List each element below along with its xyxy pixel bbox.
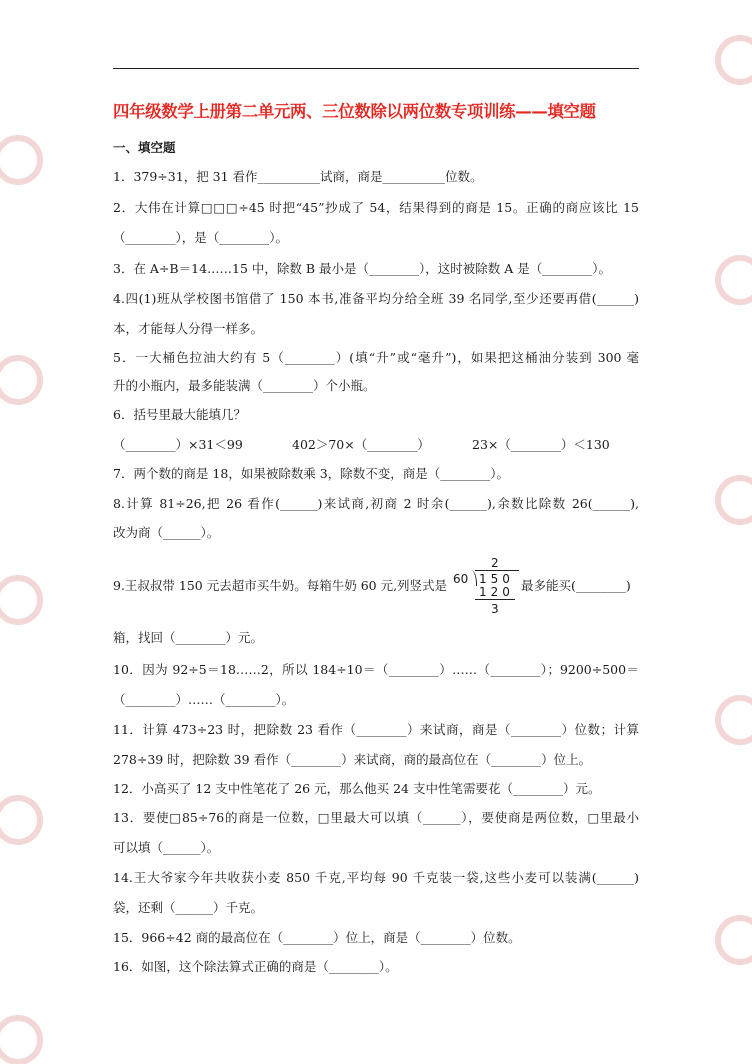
question-2-line-2: （________），是（________）。 xyxy=(113,230,289,245)
question-9-part-1: 9.王叔叔带 150 元去超市买牛奶。每箱牛奶 60 元,列竖式是 xyxy=(113,578,448,593)
question-8-line-2: 改为商（______）。 xyxy=(113,525,220,540)
inequality-1: （________）×31＜99 xyxy=(113,437,243,452)
question-13-line-2: 可以填（______）。 xyxy=(113,840,220,855)
worksheet-title: 四年级数学上册第二单元两、三位数除以两位数专项训练——填空题 xyxy=(113,102,596,121)
question-7: 7．两个数的商是 18，如果被除数乘 3，除数不变，商是（________）。 xyxy=(113,466,510,481)
long-division-divisor: 60 xyxy=(453,572,469,586)
long-division-top-bar xyxy=(475,570,519,571)
question-1: 1．379÷31，把 31 看作__________试商，商是__________位数。 xyxy=(113,169,483,184)
watermark-left xyxy=(0,0,60,1064)
watermark-right xyxy=(692,0,752,1064)
long-division-product: 120 xyxy=(479,585,514,599)
question-16: 16．如图，这个除法算式正确的商是（________）。 xyxy=(113,959,398,974)
question-2-line-1: 2．大伟在计算□□□÷45 时把“45”抄成了 54，结果得到的商是 15。正确的商应该比 15 xyxy=(113,200,639,215)
question-3: 3．在 A÷B＝14……15 中，除数 B 最小是（________），这时被除数 A 是（________）。 xyxy=(113,261,612,276)
question-13-line-1: 13．要使□85÷76的商是一位数，□里最大可以填（______），要使商是两位数，□里最小 xyxy=(113,810,639,825)
question-15: 15．966÷42 商的最高位在（________）位上，商是（________）位数。 xyxy=(113,930,521,945)
question-5-line-2: 升的小瓶内，最多能装满（________）个小瓶。 xyxy=(113,378,376,393)
header-rule xyxy=(113,68,639,69)
question-5-line-1: 5．一大桶色拉油大约有 5（________）(填“升”或“毫升”)，如果把这桶油分装到 300 毫 xyxy=(113,350,639,365)
question-14-line-1: 14.王大爷家今年共收获小麦 850 千克,平均每 90 千克装一袋,这些小麦可以装满(______) xyxy=(113,870,639,885)
question-10-line-1: 10．因为 92÷5＝18……2，所以 184÷10＝（________）……（________）；9200÷500＝ xyxy=(113,662,639,677)
question-12: 12．小高买了 12 支中性笔花了 26 元，那么他买 24 支中性笔需要花（________）元。 xyxy=(113,781,601,796)
long-division-middle-bar xyxy=(475,599,515,600)
question-4-line-1: 4.四(1)班从学校图书馆借了 150 本书,准备平均分给全班 39 名同学,至少还要再借(______) xyxy=(113,291,639,306)
long-division-quotient: 2 xyxy=(491,556,499,570)
question-6: 6．括号里最大能填几？ xyxy=(113,407,246,422)
question-9-line-2: 箱，找回（________）元。 xyxy=(113,630,264,645)
long-division-bracket xyxy=(470,570,477,586)
question-4-line-2: 本，才能每人分得一样多。 xyxy=(113,321,264,336)
long-division-remainder: 3 xyxy=(491,602,499,616)
long-division-figure xyxy=(453,556,523,618)
question-8-line-1: 8.计算 81÷26,把 26 看作(______)来试商,初商 2 时余(______),余数比除数 26(______), xyxy=(113,496,639,511)
question-9-part-2: 最多能买(________) xyxy=(521,578,631,593)
section-heading: 一、填空题 xyxy=(113,140,176,155)
question-11-line-2: 278÷39 时，把除数 39 看作（________）来试商，商的最高位在（________）位上。 xyxy=(113,752,592,767)
long-division-dividend: 150 xyxy=(479,572,514,586)
inequality-3: 23×（________）＜130 xyxy=(472,437,610,452)
question-10-line-2: （________）……（________）。 xyxy=(113,692,295,707)
inequality-2: 402＞70×（________） xyxy=(292,437,430,452)
question-14-line-2: 袋，还剩（______）千克。 xyxy=(113,900,264,915)
question-11-line-1: 11．计算 473÷23 时，把除数 23 看作（________）来试商，商是（________）位数；计算 xyxy=(113,722,639,737)
